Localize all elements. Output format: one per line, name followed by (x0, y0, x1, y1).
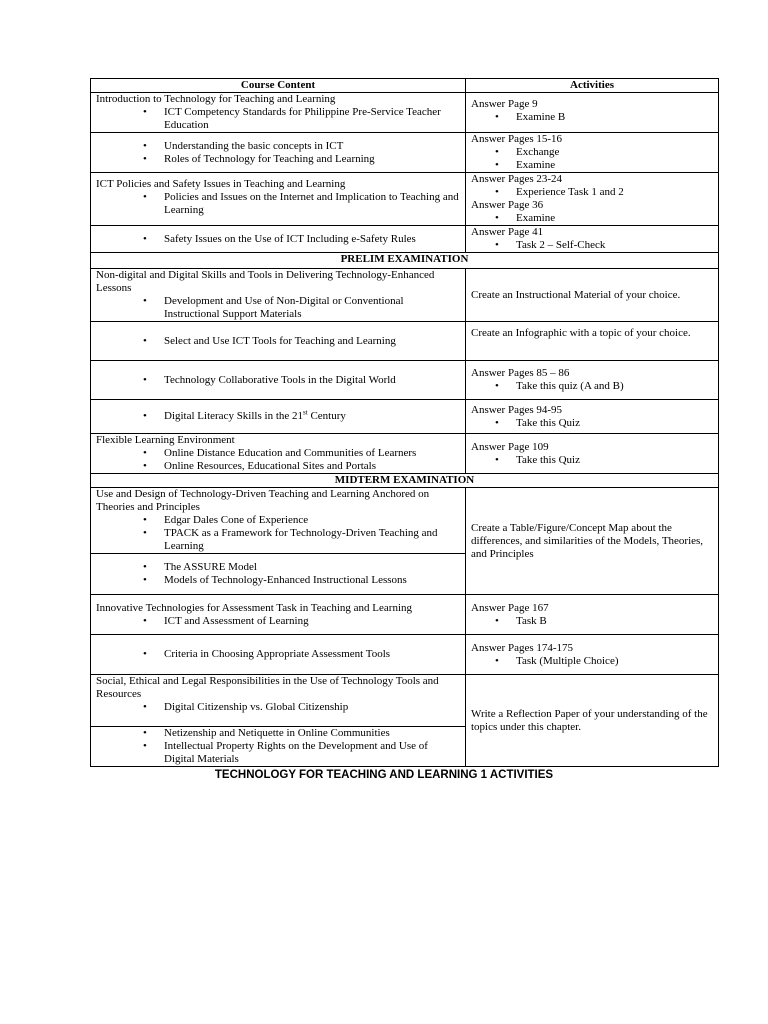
list-item: • Roles of Technology for Teaching and Learning (164, 153, 460, 166)
topic-title: Non-digital and Digital Skills and Tools in Delivering Technology-Enhanced Lessons (96, 269, 435, 294)
list-item: • ICT and Assessment of Learning (164, 615, 460, 628)
list-item: • Examine (516, 159, 713, 172)
document-title-text: TECHNOLOGY FOR TEACHING AND LEARNING 1 ACTIVITIES (214, 769, 554, 781)
activity-answer: Answer Pages 23-24 (471, 173, 563, 185)
topic-title: Innovative Technologies for Assessment Task in Teaching and Learning (96, 601, 413, 614)
table-row (91, 488, 719, 554)
course-content-cell (91, 727, 466, 767)
table-row (91, 434, 719, 474)
list-item: • Policies and Issues on the Internet and Implication to Teaching and Learning (164, 191, 460, 217)
topic-title: Social, Ethical and Legal Responsibilities in the Use of Technology Tools and Resources (96, 675, 439, 700)
activity-cell (466, 635, 719, 675)
course-content-cell (91, 226, 466, 253)
activity-cell: Write a Reflection Paper of your understanding of the topics under this chapter. (466, 675, 719, 767)
activity-answer: Answer Pages 174-175 (471, 641, 574, 654)
course-content-cell (91, 93, 466, 133)
course-content-cell (91, 173, 466, 226)
course-content-cell (91, 554, 466, 595)
superscript: st (303, 408, 308, 417)
activity-cell (466, 361, 719, 400)
exam-row-prelim (91, 253, 719, 269)
list-item: • Examine B (516, 111, 713, 124)
list-item: • Task 2 – Self-Check (516, 239, 713, 252)
activity-cell (466, 226, 719, 253)
list-item: • Take this Quiz (516, 417, 713, 430)
course-content-cell (91, 322, 466, 361)
list-item: • Select and Use ICT Tools for Teaching and Learning (164, 335, 460, 348)
table-row (91, 322, 719, 361)
list-item: • Task B (516, 615, 713, 628)
bullet-text: Century (307, 410, 346, 422)
list-item: • Experience Task 1 and 2 (516, 186, 713, 199)
topic-title: Use and Design of Technology-Driven Teaching and Learning Anchored on Theories and Principles (96, 488, 430, 513)
activity-cell (466, 133, 719, 173)
header-course-content: Course Content (91, 79, 466, 93)
midterm-examination-label: MIDTERM EXAMINATION (91, 474, 719, 488)
table-row (91, 595, 719, 635)
table-row (91, 361, 719, 400)
activity-cell (466, 434, 719, 474)
list-item: • Technology Collaborative Tools in the Digital World (164, 374, 460, 387)
list-item: • Criteria in Choosing Appropriate Assessment Tools (164, 648, 460, 661)
list-item (164, 410, 460, 423)
activity-cell (466, 173, 719, 226)
activity-answer: Answer Page 9 (471, 98, 538, 110)
activity-answer: Answer Page 41 (471, 226, 544, 238)
activity-answer: Answer Page 109 (471, 440, 549, 453)
topic-title: Flexible Learning Environment (96, 434, 235, 446)
table-row (91, 133, 719, 173)
exam-row-midterm (91, 474, 719, 488)
topic-title: Introduction to Technology for Teaching and Learning (96, 93, 336, 105)
activity-answer: Answer Pages 85 – 86 (471, 367, 570, 379)
document-title (0, 769, 768, 781)
table-header-row (91, 79, 719, 93)
list-item: • Examine (516, 212, 713, 225)
activity-answer: Answer Page 167 (471, 601, 549, 614)
list-item: • ICT Competency Standards for Philippine Pre-Service Teacher Education (164, 106, 460, 132)
list-item: • Task (Multiple Choice) (516, 655, 713, 668)
course-content-cell (91, 488, 466, 554)
table-row (91, 635, 719, 675)
list-item: • Take this Quiz (516, 454, 713, 467)
list-item: • Digital Citizenship vs. Global Citizenship (164, 701, 460, 714)
activity-cell: Create an Instructional Material of your choice. (466, 269, 719, 322)
course-content-cell (91, 133, 466, 173)
course-content-cell (91, 361, 466, 400)
list-item: • Take this quiz (A and B) (516, 380, 713, 393)
activities-table (90, 78, 719, 767)
list-item: • The ASSURE Model (164, 561, 460, 574)
table-row (91, 93, 719, 133)
course-content-cell (91, 635, 466, 675)
activity-answer: Answer Pages 94-95 (471, 403, 563, 416)
list-item: • Edgar Dales Cone of Experience (164, 514, 460, 527)
course-content-cell (91, 595, 466, 635)
activity-cell: Create a Table/Figure/Concept Map about the differences, and similarities of the Models, Theories, and Principles (466, 488, 719, 595)
activity-cell: Create an Infographic with a topic of your choice. (466, 322, 719, 361)
course-content-cell (91, 434, 466, 474)
bullet-text: Digital Literacy Skills in the 21 (164, 410, 304, 422)
list-item: • Intellectual Property Rights on the Development and Use of Digital Materials (164, 740, 460, 766)
table-row (91, 675, 719, 727)
course-content-cell (91, 269, 466, 322)
activity-answer: Answer Pages 15-16 (471, 133, 563, 145)
list-item: • TPACK as a Framework for Technology-Driven Teaching and Learning (164, 527, 460, 553)
list-item: • Online Resources, Educational Sites and Portals (164, 460, 460, 473)
course-content-cell (91, 675, 466, 727)
activity-cell (466, 595, 719, 635)
table-row (91, 400, 719, 434)
activity-answer: Answer Page 36 (471, 199, 544, 211)
activity-cell (466, 400, 719, 434)
table-row (91, 173, 719, 226)
activity-cell (466, 93, 719, 133)
list-item: • Understanding the basic concepts in ICT (164, 140, 460, 153)
list-item: • Models of Technology-Enhanced Instructional Lessons (164, 574, 460, 587)
list-item: • Exchange (516, 146, 713, 159)
list-item: • Safety Issues on the Use of ICT Including e-Safety Rules (164, 233, 460, 246)
list-item: • Netizenship and Netiquette in Online Communities (164, 727, 460, 740)
prelim-examination-label: PRELIM EXAMINATION (91, 253, 719, 269)
list-item: • Development and Use of Non-Digital or Conventional Instructional Support Materials (164, 295, 460, 321)
table-row (91, 269, 719, 322)
course-content-cell (91, 400, 466, 434)
header-activities: Activities (466, 79, 719, 93)
topic-title: ICT Policies and Safety Issues in Teaching and Learning (96, 178, 346, 190)
list-item: • Online Distance Education and Communities of Learners (164, 447, 460, 460)
table-row (91, 226, 719, 253)
